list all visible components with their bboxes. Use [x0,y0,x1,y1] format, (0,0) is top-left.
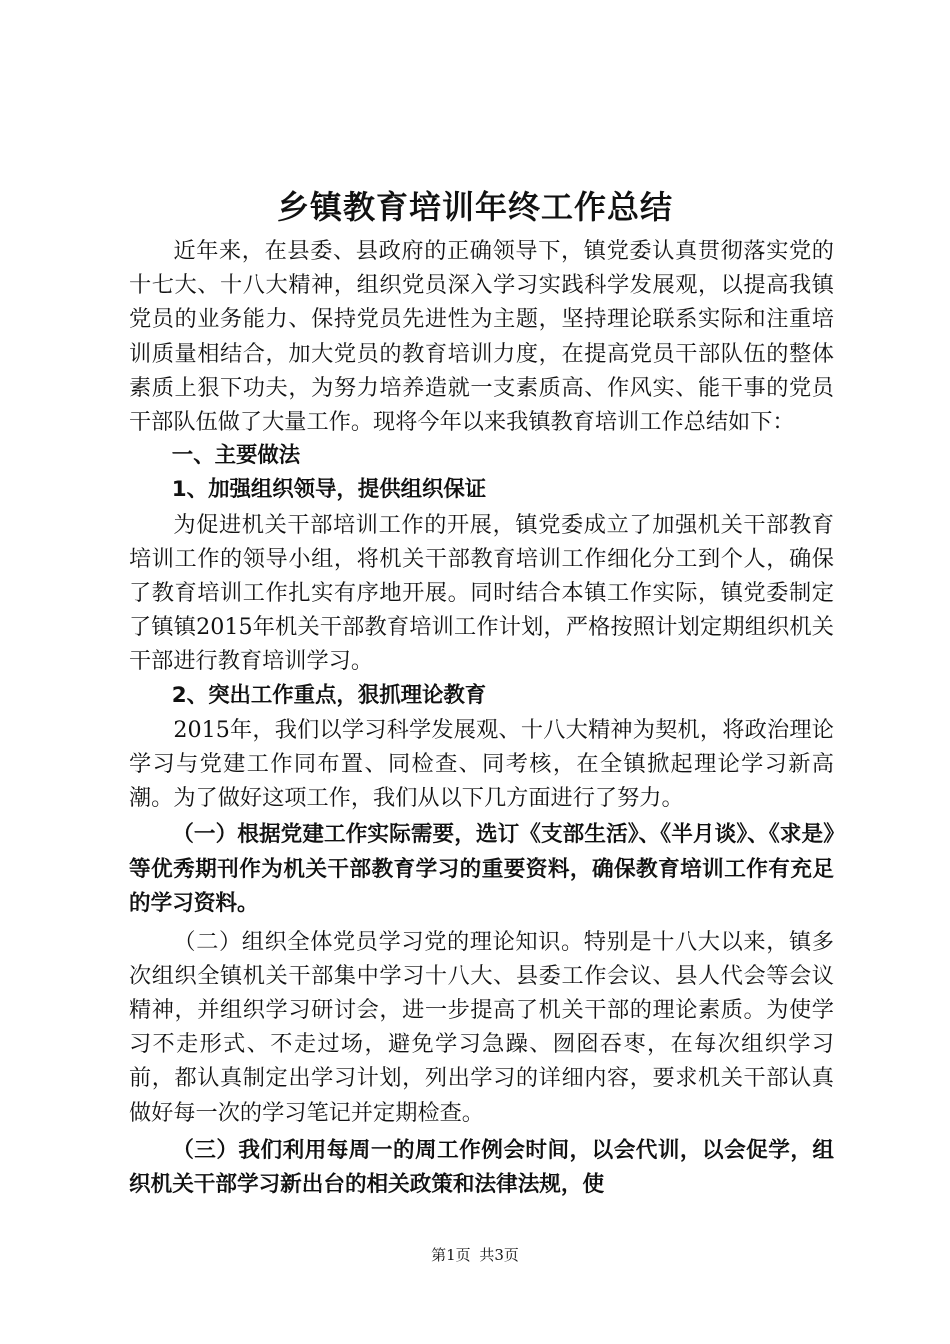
section-heading: 一、主要做法 [171,443,301,469]
subsection-heading-1: 1、加强组织领导，提供组织保证 [171,477,487,503]
subsection-heading-2: 2、突出工作重点，狠抓理论教育 [171,682,487,708]
document-title: 乡镇教育培训年终工作总结 [276,188,673,226]
item-paragraph-3: （三）我们利用每周一的周工作例会时间，以会代训，以会促学，组织机关干部学习新出台的相关政策和法律法规，使 [129,1137,834,1198]
page-footer: 第1页 共3页 [431,1246,519,1264]
body-paragraph-2: 2015年，我们以学习科学发展观、十八大精神为契机，将政治理论学习与党建工作同布置、同检查、同考核，在全镇掀起理论学习新高潮。为了做好这项工作，我们从以下几方面进行了努力。 [129,716,834,812]
item-paragraph-1: （一）根据党建工作实际需要，选订《支部生活》、《半月谈》、《求是》等优秀期刊作为机关干部教育学习的重要资料，确保教育培训工作有充足的学习资料。 [129,822,834,917]
item-paragraph-2: （二）组织全体党员学习党的理论知识。特别是十八大以来，镇多次组织全镇机关干部集中学习十八大、县委工作会议、县人代会等会议精神，并组织学习研讨会，进一步提高了机关干部的理论素质。为使学习不走形式、不走过场，避免学习急躁、囫囵吞枣，在每次组织学习前，都认真制定出学习计划，列出学习的详细内容，要求机关干部认真做好每一次的学习笔记并定期检查。 [129,928,834,1126]
body-paragraph-1: 为促进机关干部培训工作的开展，镇党委成立了加强机关干部教育培训工作的领导小组，将机关干部教育培训工作细化分工到个人，确保了教育培训工作扎实有序地开展。同时结合本镇工作实际，镇党委制定了镇镇2015年机关干部教育培训工作计划，严格按照计划定期组织机关干部进行教育培训学习。 [129,511,834,675]
intro-paragraph: 近年来，在县委、县政府的正确领导下，镇党委认真贯彻落实党的十七大、十八大精神，组织党员深入学习实践科学发展观，以提高我镇党员的业务能力、保持党员先进性为主题，坚持理论联系实际和注重培训质量相结合，加大党员的教育培训力度，在提高党员干部队伍的整体素质上狠下功夫，为努力培养造就一支素质高、作风实、能干事的党员干部队伍做了大量工作。现将今年以来我镇教育培训工作总结如下： [129,238,834,436]
document-body [129,234,834,1203]
